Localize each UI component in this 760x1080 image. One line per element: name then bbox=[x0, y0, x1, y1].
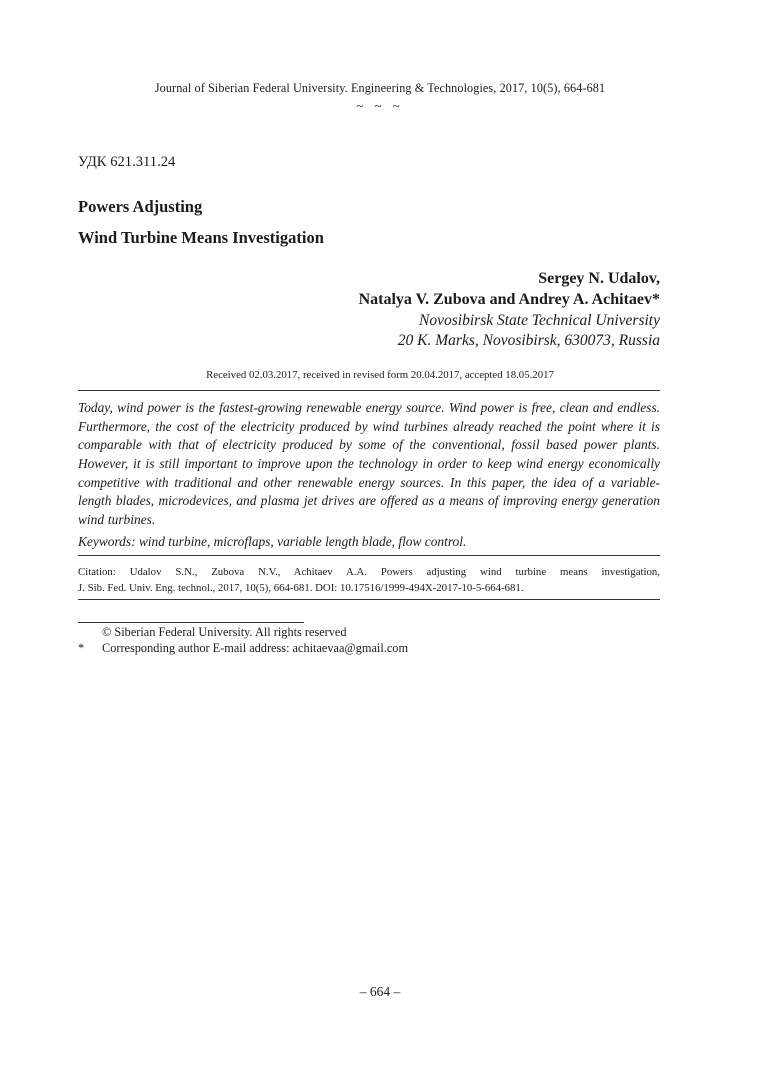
footnote-copyright-text: © Siberian Federal University. All rights reserved bbox=[102, 625, 347, 640]
abstract-text: Today, wind power is the fastest-growing renewable energy source. Wind power is free, clean and endless. Furthermore, the cost of the electricity produced by wind turbines already reached the point where it is comparable with that of electricity produced by some of the conventional, fossil based power plants. However, it is still important to improve upon the technology in order to keep wind energy economically competitive with traditional and other renewable energy sources. In this paper, the idea of a variable-length blades, microdevices, and plasma jet drives are offered as a means of improving energy generation wind turbines. bbox=[78, 400, 660, 527]
citation-line-1: Citation: Udalov S.N., Zubova N.V., Achitaev A.A. Powers adjusting wind turbine means investigation, bbox=[78, 566, 660, 579]
affiliation-line-2: 20 K. Marks, Novosibirsk, 630073, Russia bbox=[397, 332, 660, 350]
authors-block bbox=[78, 269, 660, 352]
footnote-asterisk-marker: * bbox=[78, 640, 85, 655]
footnote-corresponding-row bbox=[78, 641, 660, 657]
citation-line-2: J. Sib. Fed. Univ. Eng. technol., 2017, 10(5), 664-681. DOI: 10.17516/1999-494X-2017-10-5-664-681. bbox=[78, 582, 524, 595]
received-dates: Received 02.03.2017, received in revised form 20.04.2017, accepted 18.05.2017 bbox=[206, 369, 554, 382]
author-line-1: Sergey N. Udalov, bbox=[538, 270, 660, 287]
journal-header: Journal of Siberian Federal University. Engineering & Technologies, 2017, 10(5), 664-681 bbox=[154, 81, 606, 95]
divider-above-abstract bbox=[78, 390, 660, 391]
footnote-rule bbox=[78, 622, 304, 623]
divider-above-citation bbox=[78, 555, 660, 556]
footnote-copyright-marker bbox=[78, 625, 102, 641]
article-title-line1: Powers Adjusting bbox=[78, 197, 203, 216]
tilde-separator: ~ ~ ~ bbox=[356, 98, 404, 113]
footnote-copyright-row bbox=[78, 625, 660, 641]
author-line-2: Natalya V. Zubova and Andrey A. Achitaev* bbox=[358, 290, 660, 308]
page-number: – 664 – bbox=[359, 984, 401, 999]
citation-block bbox=[78, 564, 660, 596]
divider-below-citation bbox=[78, 599, 660, 600]
article-title bbox=[78, 191, 660, 253]
udk-code: УДК 621.311.24 bbox=[78, 154, 176, 170]
footnote-corresponding-text: Corresponding author E-mail address: achitaevaa@gmail.com bbox=[102, 640, 409, 655]
article-title-line2: Wind Turbine Means Investigation bbox=[78, 228, 324, 247]
affiliation-line-1: Novosibirsk State Technical University bbox=[419, 311, 660, 329]
footnote-block bbox=[78, 625, 660, 656]
keywords-line: Keywords: wind turbine, microflaps, variable length blade, flow control. bbox=[78, 534, 467, 550]
